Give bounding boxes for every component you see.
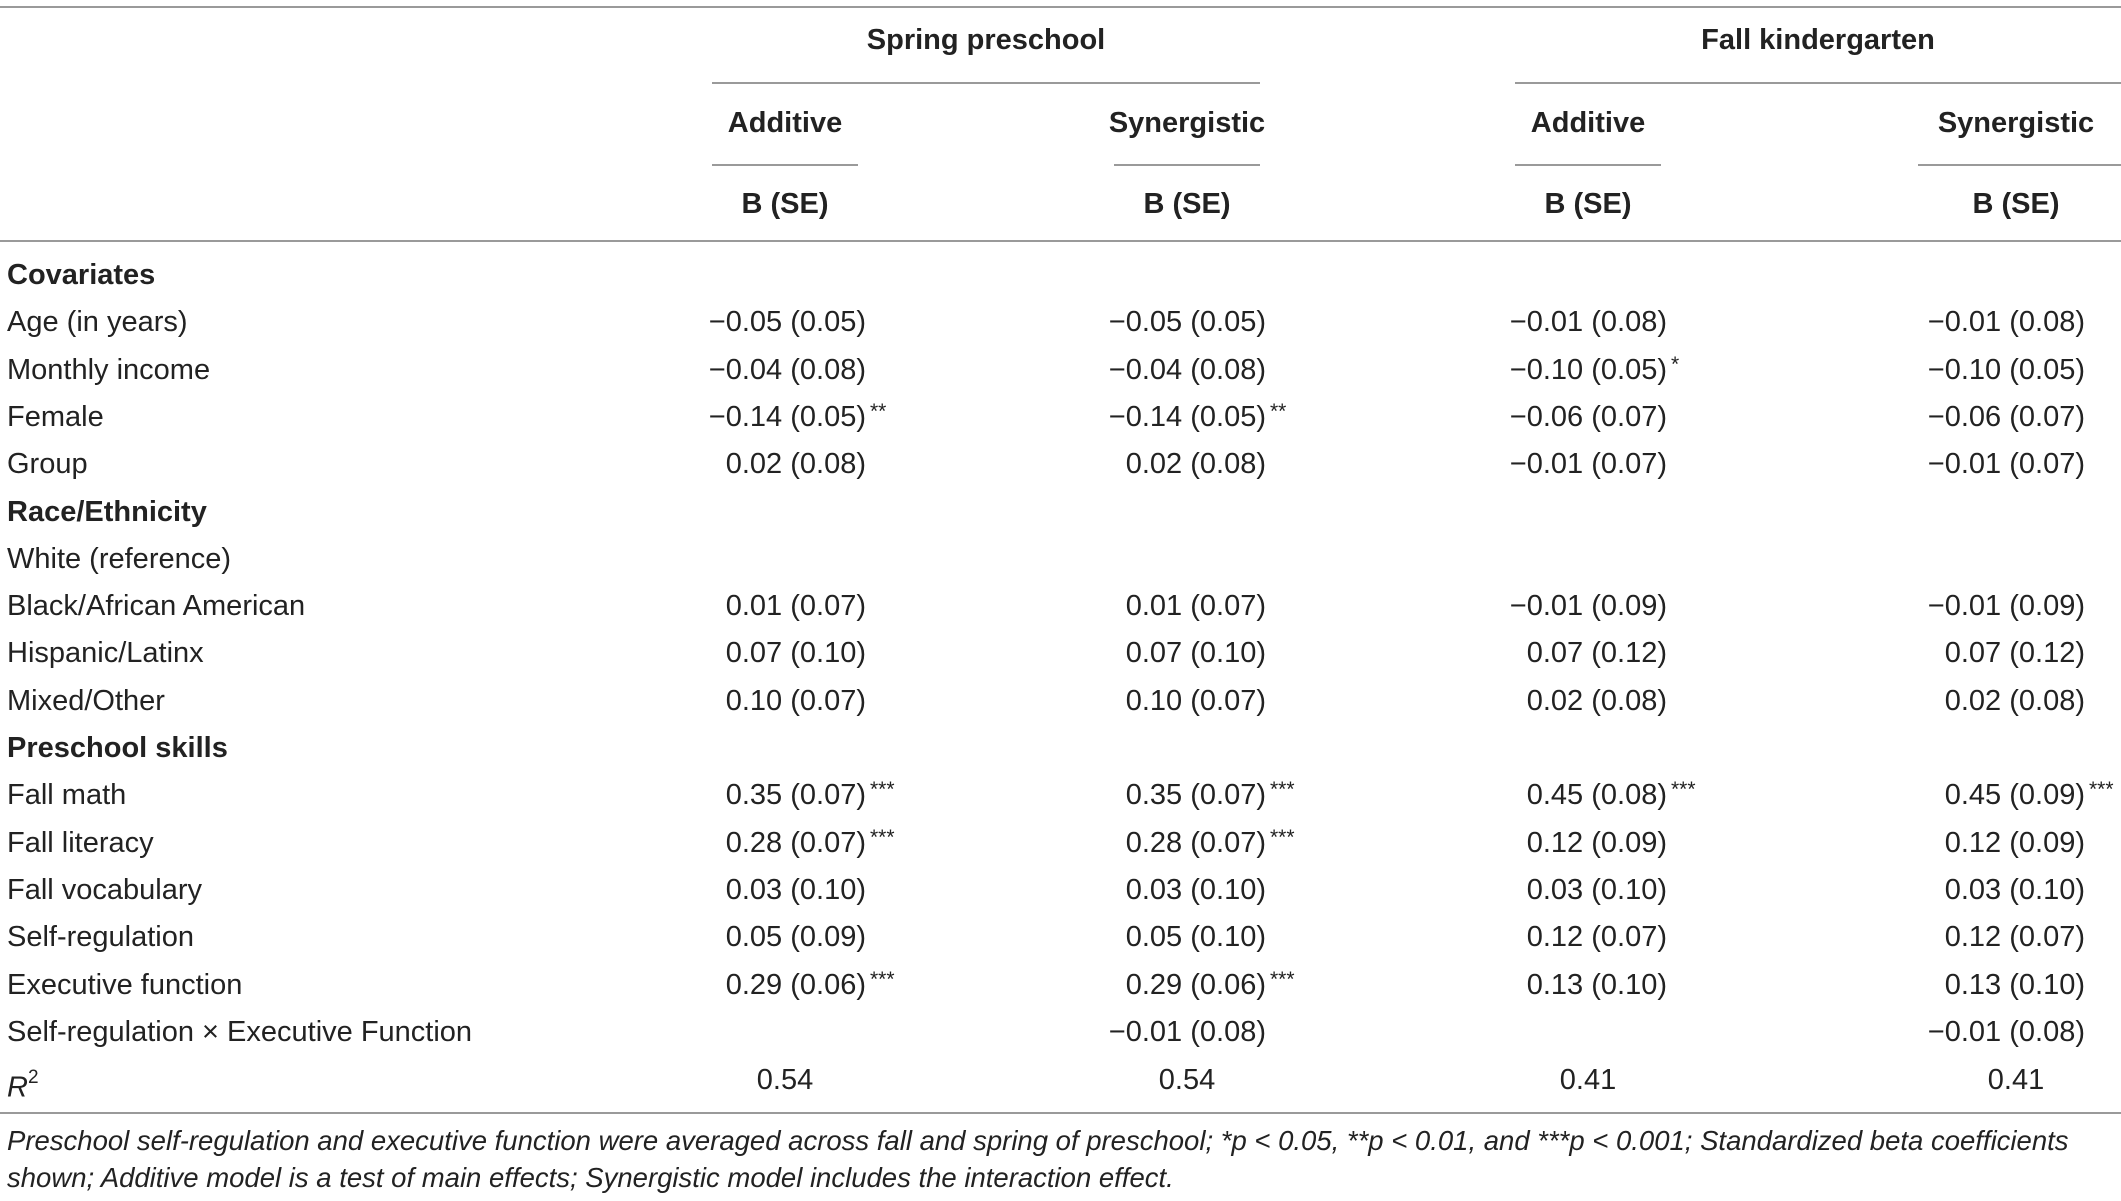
coefficient-value: 0.29 (0.06) xyxy=(725,969,866,1001)
group-header-spring-preschool: Spring preschool xyxy=(866,24,1106,56)
table-row xyxy=(0,867,2121,914)
model-header-spring-synergistic: Synergistic xyxy=(1108,107,1266,139)
coefficient-value: 0.35 (0.07) xyxy=(725,779,866,811)
coefficient-value: 0.07 (0.10) xyxy=(1125,637,1266,669)
row-label: Monthly income xyxy=(7,354,211,386)
row-label: Female xyxy=(7,401,104,433)
coefficient-value: −0.05 (0.05) xyxy=(1108,306,1266,338)
coefficient-value: −0.01 (0.07) xyxy=(1927,448,2085,480)
coefficient-value: −0.01 (0.09) xyxy=(1927,590,2085,622)
spring-preschool-rule xyxy=(712,82,1260,84)
row-label: Fall literacy xyxy=(7,827,154,859)
table-row xyxy=(0,1009,2121,1056)
stat-header-3: B (SE) xyxy=(1544,188,1632,220)
table-row xyxy=(0,772,2121,819)
coefficient-value: −0.10 (0.05) xyxy=(1509,354,1667,386)
significance-stars: *** xyxy=(1270,968,1295,991)
table-row xyxy=(0,347,2121,394)
coefficient-value: −0.01 (0.08) xyxy=(1108,1016,1266,1048)
coefficient-value: 0.01 (0.07) xyxy=(725,590,866,622)
coefficient-value: 0.28 (0.07) xyxy=(725,827,866,859)
row-label: Black/African American xyxy=(7,590,306,622)
row-label: Fall math xyxy=(7,779,127,811)
model-header-fall-additive: Additive xyxy=(1530,107,1646,139)
stat-header-4: B (SE) xyxy=(1972,188,2060,220)
table-row xyxy=(0,820,2121,867)
coefficient-value: 0.02 (0.08) xyxy=(1125,448,1266,480)
table-row xyxy=(0,914,2121,961)
coefficient-value: −0.01 (0.08) xyxy=(1509,306,1667,338)
significance-stars: ** xyxy=(870,400,887,423)
coefficient-value: −0.01 (0.09) xyxy=(1509,590,1667,622)
row-label: Group xyxy=(7,448,88,480)
row-label: Hispanic/Latinx xyxy=(7,637,204,669)
coefficient-value: 0.03 (0.10) xyxy=(1125,874,1266,906)
coefficient-value: 0.45 (0.08) xyxy=(1526,779,1667,811)
coefficient-value: 0.01 (0.07) xyxy=(1125,590,1266,622)
model-header-spring-additive: Additive xyxy=(727,107,843,139)
coefficient-value: −0.06 (0.07) xyxy=(1927,401,2085,433)
coefficient-value: −0.01 (0.08) xyxy=(1927,1016,2085,1048)
significance-stars: * xyxy=(1671,353,1680,376)
coefficient-value: 0.05 (0.09) xyxy=(725,921,866,953)
coefficient-value: −0.01 (0.07) xyxy=(1509,448,1667,480)
r-squared-label: $R^2$ xyxy=(7,1067,39,1104)
table-row xyxy=(0,583,2121,630)
r-squared-value: 0.54 xyxy=(1158,1064,1216,1096)
coefficient-value: 0.13 (0.10) xyxy=(1944,969,2085,1001)
coefficient-value: −0.06 (0.07) xyxy=(1509,401,1667,433)
coefficient-value: 0.07 (0.10) xyxy=(725,637,866,669)
table-row xyxy=(0,536,2121,583)
coefficient-value: 0.35 (0.07) xyxy=(1125,779,1266,811)
coefficient-value: 0.12 (0.09) xyxy=(1526,827,1667,859)
coefficient-value: 0.07 (0.12) xyxy=(1526,637,1667,669)
coefficient-value: 0.02 (0.08) xyxy=(1526,685,1667,717)
table-row xyxy=(0,678,2121,725)
model-header-fall-synergistic: Synergistic xyxy=(1937,107,2095,139)
coefficient-value: 0.02 (0.08) xyxy=(1944,685,2085,717)
coefficient-value: 0.45 (0.09) xyxy=(1944,779,2085,811)
coefficient-value: −0.01 (0.08) xyxy=(1927,306,2085,338)
row-label: Self-regulation × Executive Function xyxy=(7,1016,473,1048)
r-squared-row xyxy=(0,1057,2121,1104)
model-rule-1 xyxy=(712,164,858,166)
model-rule-2 xyxy=(1114,164,1260,166)
coefficient-value: 0.03 (0.10) xyxy=(1944,874,2085,906)
row-label: Mixed/Other xyxy=(7,685,165,717)
significance-stars: *** xyxy=(870,968,895,991)
table-row xyxy=(0,441,2121,488)
table-top-rule xyxy=(0,6,2121,8)
model-rule-3 xyxy=(1515,164,1661,166)
coefficient-value: 0.12 (0.07) xyxy=(1944,921,2085,953)
coefficient-value: 0.07 (0.12) xyxy=(1944,637,2085,669)
model-rule-4 xyxy=(1918,164,2121,166)
coefficient-value: 0.03 (0.10) xyxy=(725,874,866,906)
r-squared-value: 0.54 xyxy=(756,1064,814,1096)
coefficient-value: 0.03 (0.10) xyxy=(1526,874,1667,906)
stat-header-1: B (SE) xyxy=(741,188,829,220)
coefficient-value: 0.05 (0.10) xyxy=(1125,921,1266,953)
section-heading-row xyxy=(0,252,2121,299)
significance-stars: *** xyxy=(1270,826,1295,849)
header-bottom-rule xyxy=(0,240,2121,242)
coefficient-value: −0.04 (0.08) xyxy=(708,354,866,386)
coefficient-value: −0.14 (0.05) xyxy=(1108,401,1266,433)
coefficient-value: 0.12 (0.09) xyxy=(1944,827,2085,859)
table-row xyxy=(0,630,2121,677)
coefficient-value: 0.10 (0.07) xyxy=(725,685,866,717)
coefficient-value: −0.10 (0.05) xyxy=(1927,354,2085,386)
section-heading: Preschool skills xyxy=(7,732,228,764)
significance-stars: *** xyxy=(2089,778,2114,801)
coefficient-value: −0.14 (0.05) xyxy=(708,401,866,433)
coefficient-value: 0.13 (0.10) xyxy=(1526,969,1667,1001)
fall-kindergarten-rule xyxy=(1515,82,2121,84)
significance-stars: ** xyxy=(1270,400,1287,423)
section-heading: Covariates xyxy=(7,259,156,291)
row-label: Self-regulation xyxy=(7,921,194,953)
significance-stars: *** xyxy=(1671,778,1696,801)
coefficient-value: −0.04 (0.08) xyxy=(1108,354,1266,386)
coefficient-value: 0.02 (0.08) xyxy=(725,448,866,480)
section-heading-row xyxy=(0,725,2121,772)
table-footnote: Preschool self-regulation and executive function were averaged across fall and spring of preschool; *p < 0.05, **p < 0.01, and ***p < 0.001; Standardized beta coefficients shown; Additive model is a test of main effects; Synergistic model includes the interaction effect. xyxy=(7,1125,2069,1193)
r-squared-value: 0.41 xyxy=(1559,1064,1617,1096)
coefficient-value: 0.28 (0.07) xyxy=(1125,827,1266,859)
stat-header-2: B (SE) xyxy=(1143,188,1231,220)
significance-stars: *** xyxy=(870,826,895,849)
section-heading-row xyxy=(0,489,2121,536)
table-row xyxy=(0,962,2121,1009)
coefficient-value: 0.29 (0.06) xyxy=(1125,969,1266,1001)
row-label: White (reference) xyxy=(7,543,232,575)
r-squared-value: 0.41 xyxy=(1987,1064,2045,1096)
row-label: Fall vocabulary xyxy=(7,874,203,906)
coefficient-value: 0.10 (0.07) xyxy=(1125,685,1266,717)
row-label: Age (in years) xyxy=(7,306,188,338)
table-row xyxy=(0,394,2121,441)
significance-stars: *** xyxy=(870,778,895,801)
row-label: Executive function xyxy=(7,969,243,1001)
table-bottom-rule xyxy=(0,1112,2121,1114)
group-header-fall-kindergarten: Fall kindergarten xyxy=(1701,24,1935,56)
table-row xyxy=(0,299,2121,346)
coefficient-value: 0.12 (0.07) xyxy=(1526,921,1667,953)
section-heading: Race/Ethnicity xyxy=(7,496,207,528)
significance-stars: *** xyxy=(1270,778,1295,801)
coefficient-value: −0.05 (0.05) xyxy=(708,306,866,338)
